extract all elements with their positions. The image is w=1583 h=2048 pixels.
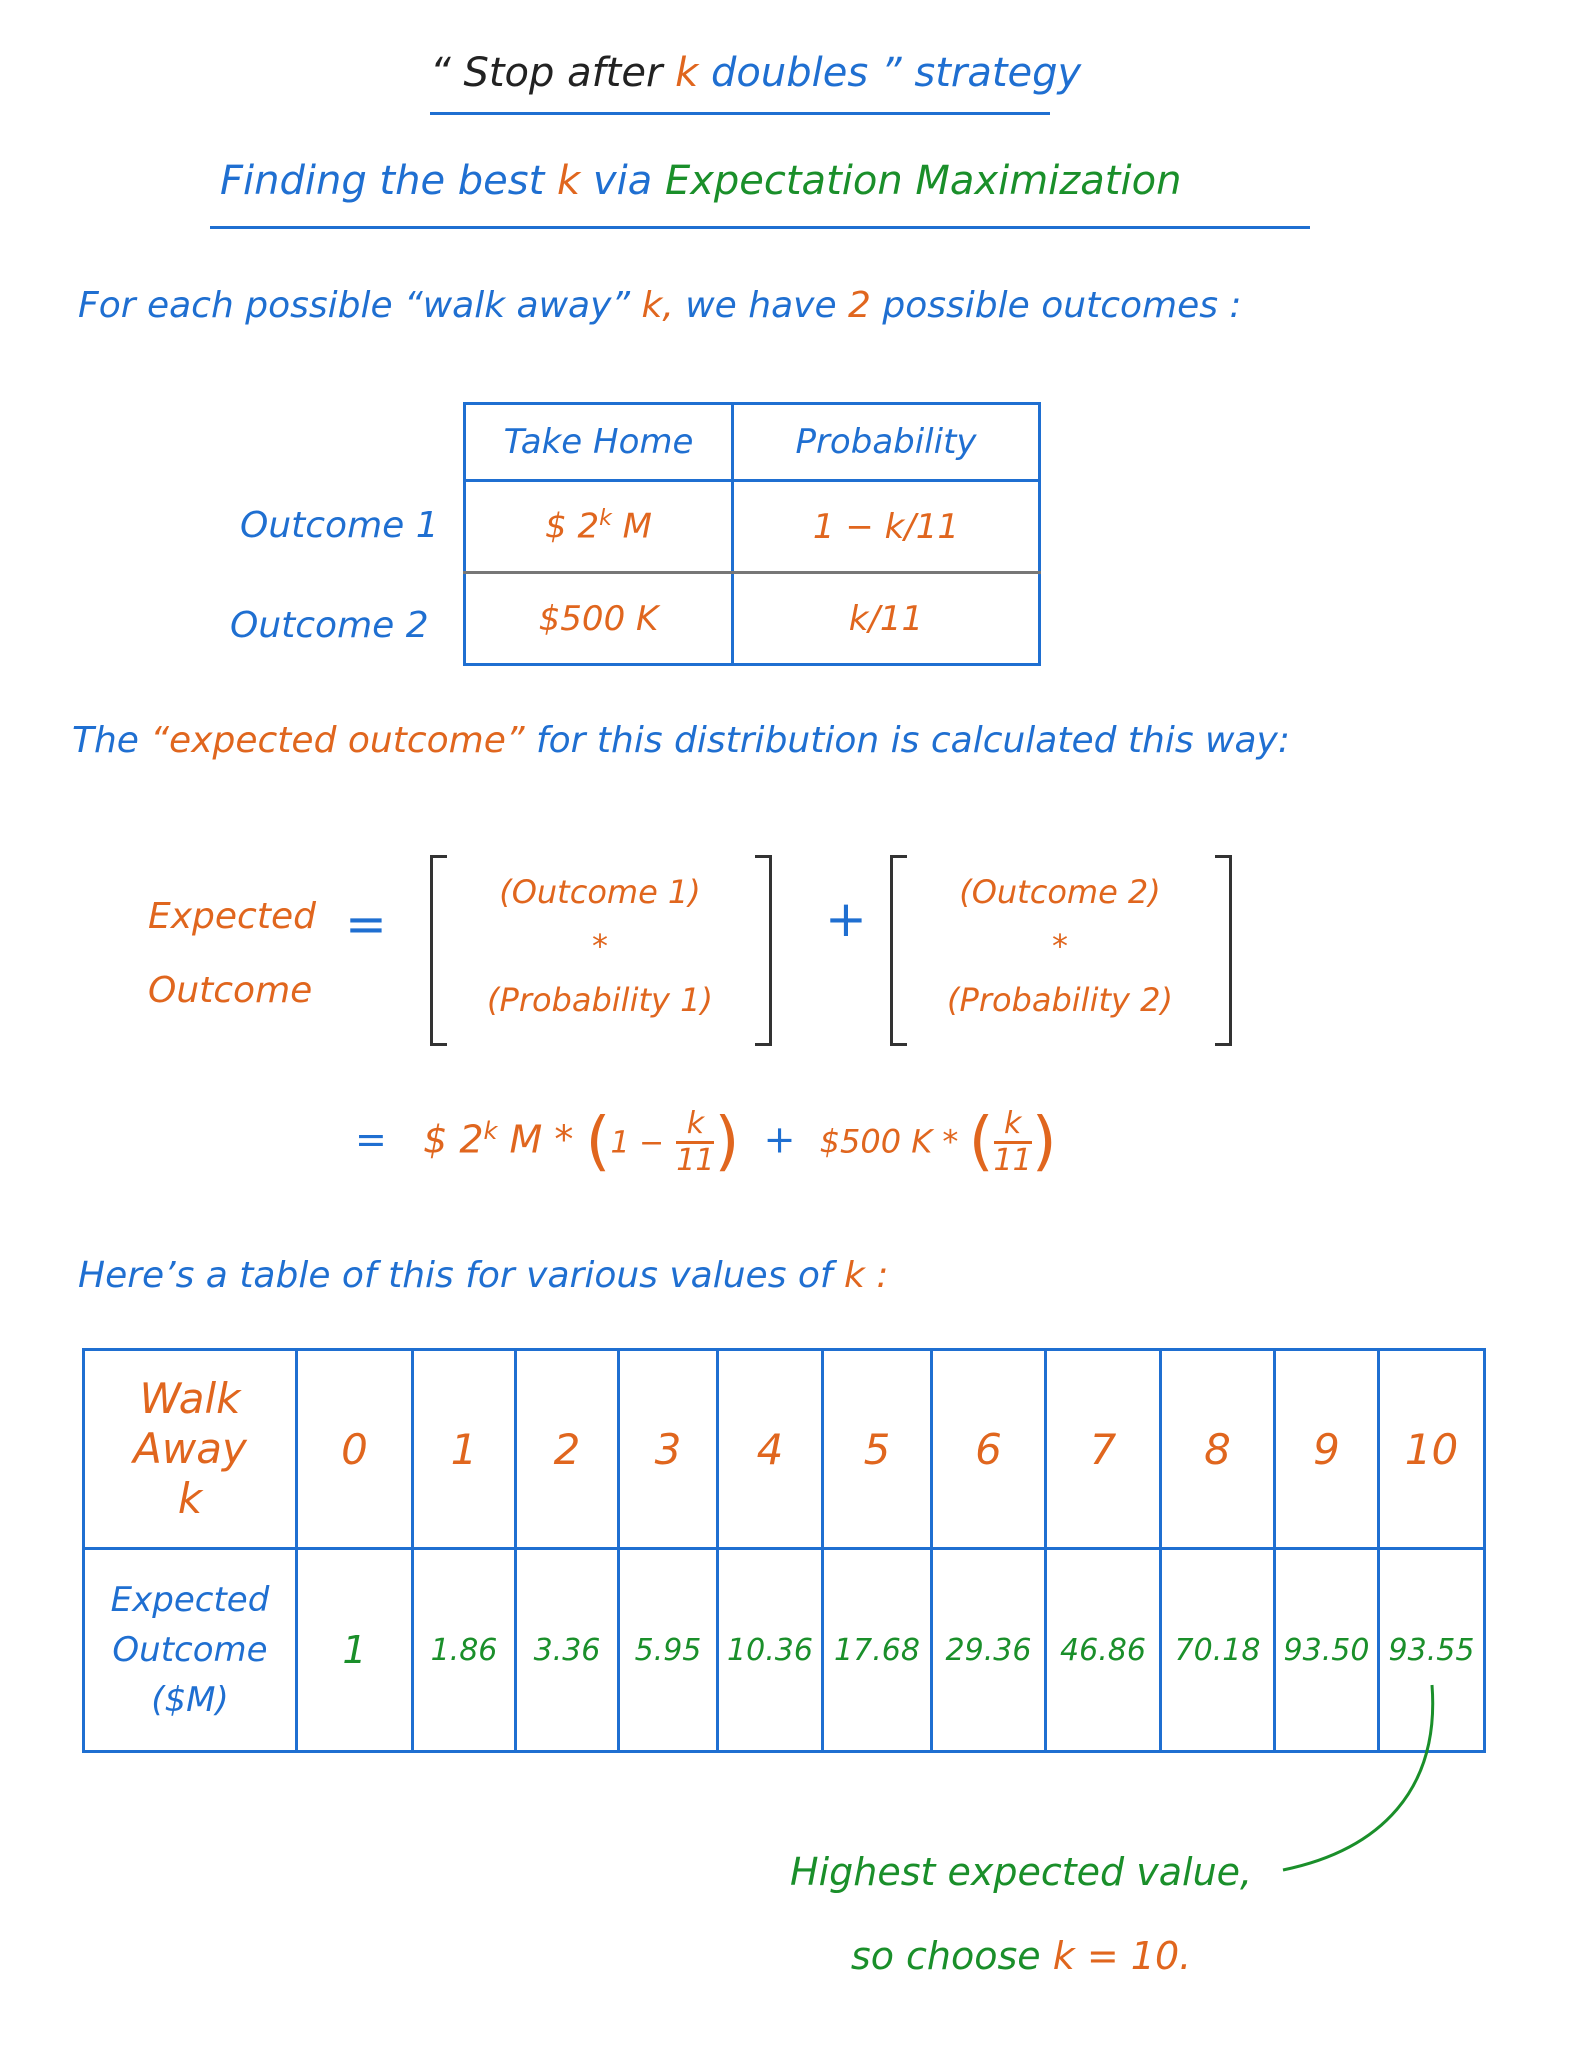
title-mid: doubles ”: [698, 50, 915, 96]
expected-cell: 17.68: [823, 1549, 932, 1752]
expected-cell: 1: [297, 1549, 413, 1752]
equals-sign: =: [345, 895, 387, 953]
expl-start: The: [72, 720, 151, 761]
outcome-label: Outcome: [112, 1630, 268, 1670]
paren-open-1: (: [585, 1105, 611, 1179]
k-cell: 6: [932, 1350, 1046, 1549]
subtitle-via: via: [580, 158, 665, 204]
expl-highlight: “expected outcome”: [150, 720, 525, 761]
term-2-probability: (Probability 2): [947, 981, 1173, 1019]
expl-end: for this distribution is calculated this way:: [524, 720, 1290, 761]
outcome-1-label: Outcome 1: [240, 505, 439, 546]
paren-close-1: ): [714, 1105, 740, 1179]
note-line-2: [790, 1914, 1252, 1998]
label-line-2: Outcome: [148, 970, 313, 1011]
k-cell: 10: [1379, 1350, 1485, 1549]
k-cell: 0: [297, 1350, 413, 1549]
header-take-home: Take Home: [465, 404, 733, 481]
note-choose: so choose: [850, 1934, 1053, 1978]
walk-label: Walk: [139, 1374, 241, 1423]
eq2-one-minus: 1 −: [610, 1125, 665, 1161]
outcome-1-probability: 1 − k/11: [733, 481, 1040, 573]
expected-label: Expected: [110, 1580, 270, 1620]
title-strategy: strategy: [914, 50, 1082, 96]
term-1-times: *: [592, 927, 608, 965]
expected-cell: 93.55: [1379, 1549, 1485, 1752]
frac-1-den: 11: [676, 1142, 715, 1178]
eq2-plus: +: [763, 1117, 796, 1162]
k-cell: 4: [718, 1350, 823, 1549]
subtitle-k: k: [557, 158, 581, 204]
take-home-base: $ 2: [545, 506, 600, 547]
eq2-500k: $500 K *: [819, 1122, 969, 1161]
k-cell: 3: [619, 1350, 718, 1549]
k-cell: 8: [1161, 1350, 1275, 1549]
expected-cell: 1.86: [413, 1549, 516, 1752]
expected-cell: 70.18: [1161, 1549, 1275, 1752]
intro-two: 2: [848, 285, 871, 326]
outcome-2-take-home: $500 K: [465, 573, 733, 665]
title-k: k: [675, 50, 699, 96]
term-1-outcome: (Outcome 1): [499, 873, 701, 911]
take-home-exp: k: [599, 506, 612, 532]
note-line-1: Highest expected value,: [790, 1850, 1253, 1894]
intro-mid: we have: [673, 285, 849, 326]
outcome-2-label: Outcome 2: [230, 605, 429, 646]
eq2-mult: M *: [497, 1117, 586, 1162]
subtitle-em: Expectation Maximization: [664, 158, 1182, 204]
term-2-times: *: [1052, 927, 1068, 965]
plus-sign: +: [825, 890, 867, 948]
term-1-probability: (Probability 1): [487, 981, 713, 1019]
take-home-unit: M: [611, 506, 652, 547]
paren-open-2: (: [968, 1105, 994, 1179]
frac-2-den: 11: [993, 1142, 1032, 1178]
header-probability: Probability: [733, 404, 1040, 481]
expected-cell: 46.86: [1046, 1549, 1161, 1752]
table-intro-text: Here’s a table of this for various values of: [78, 1255, 845, 1296]
expected-cell: 10.36: [718, 1549, 823, 1752]
paren-close-2: ): [1031, 1105, 1057, 1179]
eq2-equals: =: [355, 1117, 387, 1162]
frac-2-num: k: [994, 1107, 1032, 1144]
k-cell: 9: [1275, 1350, 1379, 1549]
note-k-value: k = 10.: [1052, 1934, 1192, 1978]
outcome-2-probability: k/11: [733, 573, 1040, 665]
unit-label: ($M): [151, 1680, 229, 1720]
table-intro-k: k :: [844, 1255, 889, 1296]
expected-cell: 93.50: [1275, 1549, 1379, 1752]
frac-1-num: k: [676, 1107, 714, 1144]
expected-cell: 3.36: [516, 1549, 619, 1752]
term-2-outcome: (Outcome 2): [959, 873, 1161, 911]
expected-cell: 5.95: [619, 1549, 718, 1752]
eq2-exp: k: [483, 1116, 498, 1145]
away-label: Away: [133, 1424, 247, 1473]
k-cell: 5: [823, 1350, 932, 1549]
conclusion-note: [790, 1830, 1252, 1998]
k-cell: 2: [516, 1350, 619, 1549]
subtitle-start: Finding the best: [220, 158, 558, 204]
k-cell: 1: [413, 1350, 516, 1549]
expected-cell: 29.36: [932, 1549, 1046, 1752]
k-cell: 7: [1046, 1350, 1161, 1549]
title-open: “ Stop after: [430, 50, 676, 96]
label-line-1: Expected: [148, 896, 316, 937]
intro-start: For each possible “walk away”: [78, 285, 642, 326]
eq2-base: $ 2: [423, 1117, 484, 1162]
k-label: k: [177, 1474, 203, 1523]
intro-end: possible outcomes :: [870, 285, 1242, 326]
intro-k: k,: [641, 285, 674, 326]
